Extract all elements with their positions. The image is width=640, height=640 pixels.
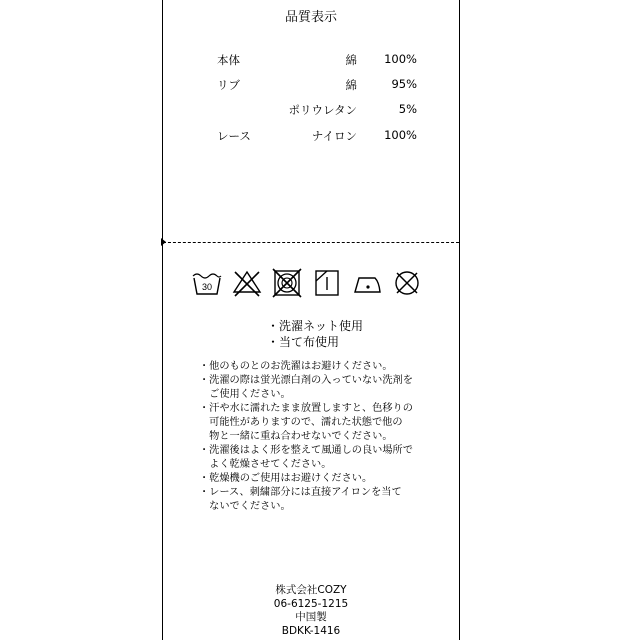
composition-row: [163, 52, 459, 70]
note-line: ・レース、刺繍部分には直接アイロンを当て: [199, 487, 402, 498]
note-line: ないでください。: [199, 501, 291, 512]
fold-line: [163, 242, 459, 243]
no-tumble-dry-icon: [271, 268, 303, 298]
usage-item: ・当て布使用: [267, 335, 340, 349]
wash-tub-30-icon: [191, 268, 223, 298]
note-line: 物と一緒に重ね合わせないでください。: [199, 431, 393, 442]
composition-part: レース: [217, 129, 251, 143]
composition-material: ポリウレタン: [288, 103, 357, 117]
composition-material: 綿: [345, 53, 357, 67]
composition-row: [163, 77, 459, 95]
fold-marker-icon: [161, 238, 166, 246]
composition-percent: 100%: [384, 52, 417, 66]
label-title: 品質表示: [284, 10, 337, 25]
product-code: BDKK-1416: [281, 624, 341, 637]
note-line: よく乾燥させてください。: [199, 459, 332, 470]
company-name: 株式会社COZY: [275, 584, 347, 596]
note-line: ・汗や水に濡れたまま放置しますと、色移りの: [199, 403, 413, 414]
usage-instructions: [267, 318, 363, 350]
composition-row: [163, 128, 459, 146]
line-dry-icon: [311, 268, 343, 298]
note-line: ご使用ください。: [199, 389, 291, 400]
note-line: ・洗濯後はよく形を整えて風通しの良い場所で: [199, 445, 413, 456]
company-phone: 06-6125-1215: [273, 597, 349, 610]
note-line: 可能性がありますので、濡れた状態で他の: [199, 417, 403, 428]
care-label: [162, 0, 460, 640]
note-line: ・洗濯の際は蛍光漂白剤の入っていない洗剤を: [199, 375, 413, 386]
composition-material: 綿: [345, 78, 357, 92]
wash-temperature: 30: [201, 282, 213, 292]
note-line: ・乾燥機のご使用はお避けください。: [199, 473, 373, 484]
composition-material: ナイロン: [311, 129, 357, 143]
usage-item: ・洗濯ネット使用: [267, 319, 364, 333]
care-notes: [199, 360, 413, 514]
care-symbols: [191, 268, 431, 300]
country-of-origin: 中国製: [295, 611, 327, 623]
label-footer: [163, 584, 459, 638]
composition-percent: 5%: [398, 102, 417, 116]
composition-percent: 100%: [384, 128, 417, 142]
composition-part: リブ: [217, 78, 240, 92]
composition-row: [163, 102, 459, 120]
no-dry-clean-icon: [391, 268, 423, 298]
note-line: ・他のものとのお洗濯はお避けください。: [199, 361, 393, 372]
iron-low-icon: [351, 268, 383, 298]
composition-percent: 95%: [391, 77, 417, 91]
composition-part: 本体: [217, 53, 240, 67]
no-bleach-icon: [231, 268, 263, 298]
